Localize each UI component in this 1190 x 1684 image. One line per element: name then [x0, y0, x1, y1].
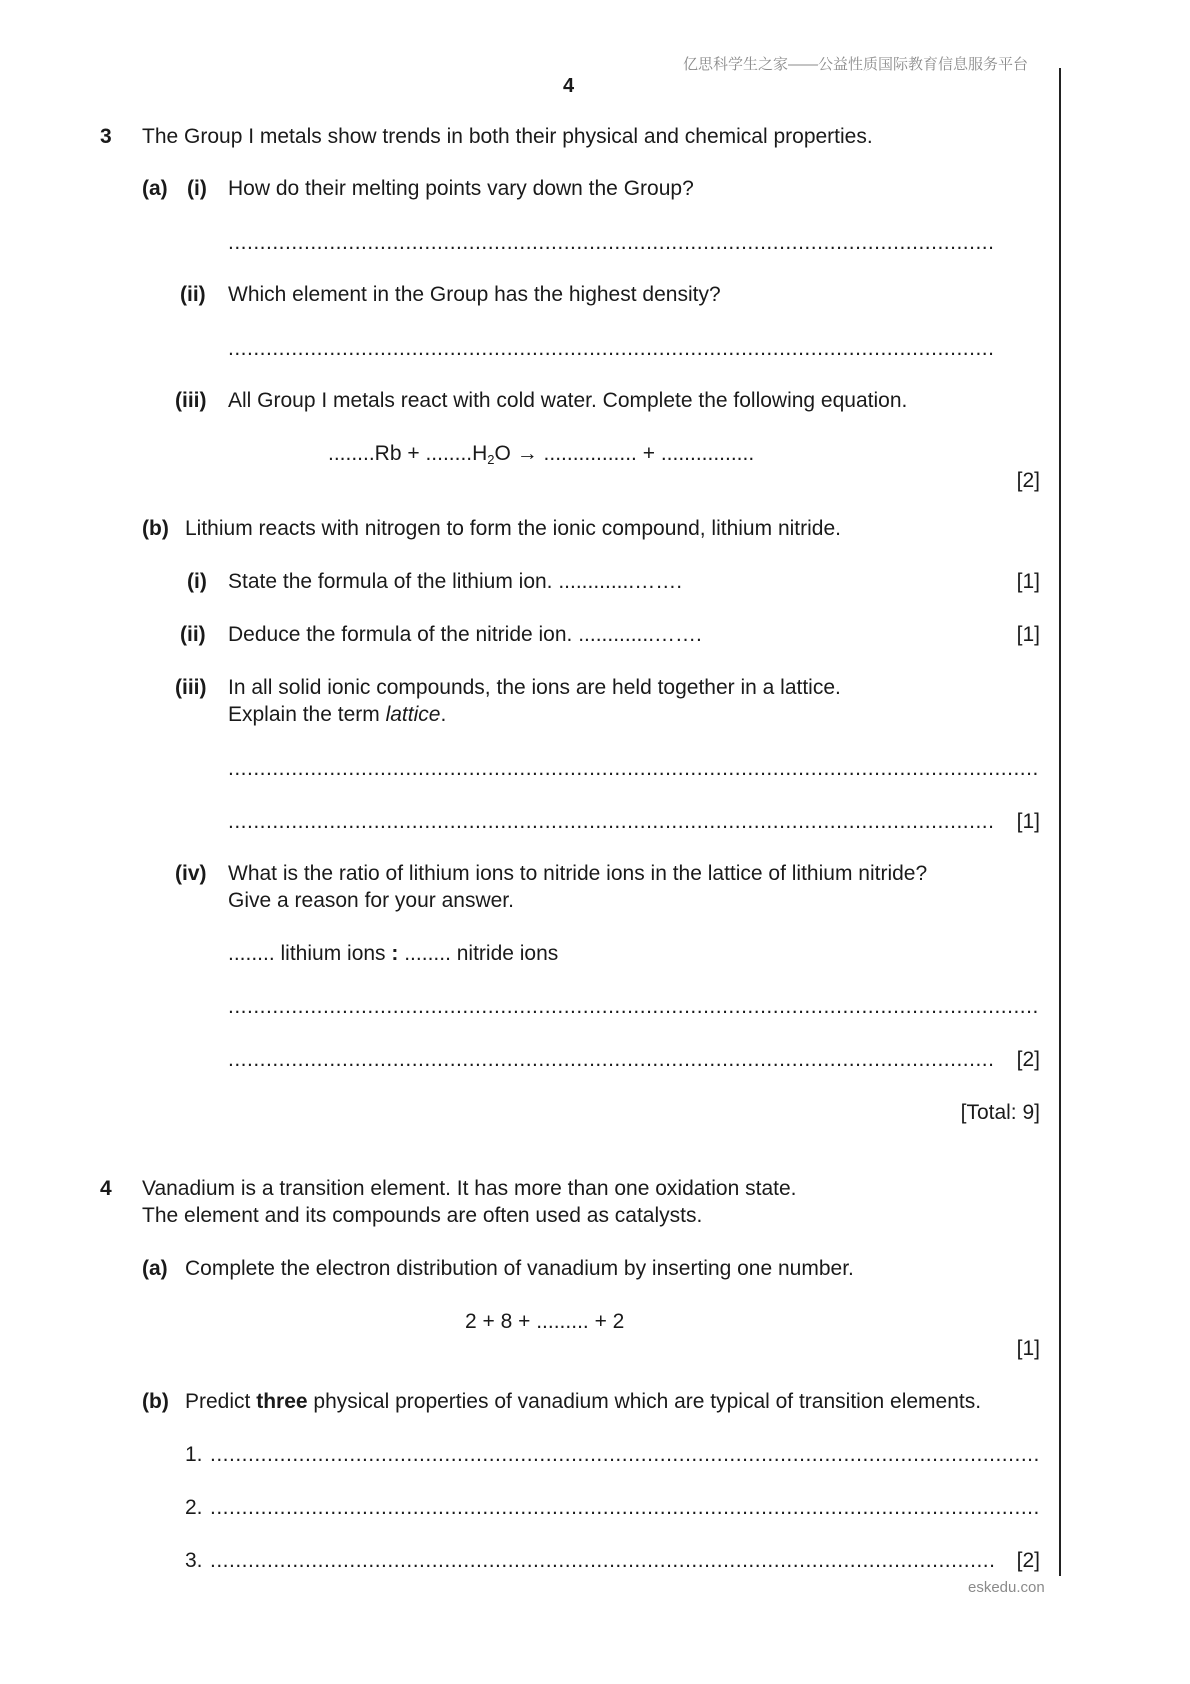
q3-number: 3 [100, 125, 112, 148]
q3aiii-label: (iii) [175, 389, 207, 412]
q3biii-line2-prefix: Explain the term [228, 703, 386, 726]
q4a-text: Complete the electron distribution of vanadium by inserting one number. [185, 1257, 854, 1280]
q3bii-label: (ii) [180, 623, 206, 646]
q3bi-mark: [1] [1016, 570, 1040, 593]
q3bii-text[interactable]: Deduce the formula of the nitride ion. .............……. [228, 623, 702, 646]
q4-number: 4 [100, 1177, 112, 1200]
q4b-item1-answer-line[interactable] [210, 1444, 1038, 1465]
q3biii-line2-suffix: . [440, 703, 447, 726]
q3biii-term: lattice [385, 703, 441, 726]
ratio-lithium: ........ lithium ions [228, 942, 392, 965]
q4b-text-prefix: Predict [185, 1390, 257, 1413]
q3biv-answer-line-2[interactable] [228, 1049, 996, 1070]
watermark-top: 亿思科学生之家——公益性质国际教育信息服务平台 [683, 56, 1029, 73]
q3ai-text: How do their melting points vary down the Group? [228, 177, 694, 200]
q3a-mark: [2] [1016, 469, 1040, 492]
q4b-item1-number: 1. [185, 1443, 203, 1466]
q3bi-label: (i) [187, 570, 207, 593]
equation-subscript: 2 [487, 452, 495, 467]
margin-rule [1059, 68, 1061, 1576]
q3biii-answer-line-1[interactable] [228, 758, 1038, 779]
q3-stem: The Group I metals show trends in both their physical and chemical properties. [142, 125, 873, 148]
equation-products: O → ................ + ................ [494, 442, 755, 465]
q3ai-answer-line[interactable] [228, 232, 996, 253]
q3aiii-equation[interactable] [328, 442, 755, 467]
q4b-text-bold: three [256, 1390, 308, 1413]
q3bi-text[interactable]: State the formula of the lithium ion. .............……. [228, 570, 683, 593]
q4b-mark: [2] [1016, 1549, 1040, 1572]
q3aii-answer-line[interactable] [228, 338, 996, 359]
q3biii-answer-line-2[interactable] [228, 811, 996, 832]
page-number: 4 [563, 75, 575, 97]
q4b-text-suffix: physical properties of vanadium which are typical of transition elements. [307, 1390, 982, 1413]
watermark-bottom: eskedu.con [968, 1579, 1045, 1596]
q3biv-label: (iv) [175, 862, 207, 885]
q3biii-line2 [228, 704, 446, 725]
q4b-text [185, 1391, 981, 1412]
q4b-item2-answer-line[interactable] [210, 1497, 1038, 1518]
q3aii-text: Which element in the Group has the highest density? [228, 283, 721, 306]
q3a-label: (a) [142, 177, 168, 200]
q4a-distribution[interactable]: 2 + 8 + ......... + 2 [465, 1310, 625, 1333]
equation-reactants: ........Rb + ........H [328, 442, 488, 465]
q3ai-label: (i) [187, 177, 207, 200]
q3biv-ratio[interactable] [228, 943, 558, 964]
q3biii-label: (iii) [175, 676, 207, 699]
q3b-text: Lithium reacts with nitrogen to form the ionic compound, lithium nitride. [185, 517, 841, 540]
q4a-label: (a) [142, 1257, 168, 1280]
q4b-item3-answer-line[interactable] [210, 1550, 996, 1571]
q3aiii-text: All Group I metals react with cold water. Complete the following equation. [228, 389, 908, 412]
q3b-label: (b) [142, 517, 169, 540]
q4-stem-line1: Vanadium is a transition element. It has more than one oxidation state. [142, 1177, 797, 1200]
ratio-colon: : [391, 942, 399, 965]
q3biv-line2: Give a reason for your answer. [228, 889, 514, 912]
q4b-label: (b) [142, 1390, 169, 1413]
q3-total: [Total: 9] [960, 1101, 1040, 1124]
q4a-mark: [1] [1016, 1337, 1040, 1360]
q3biv-mark: [2] [1016, 1048, 1040, 1071]
ratio-nitride: ........ nitride ions [398, 942, 559, 965]
q3aii-label: (ii) [180, 283, 206, 306]
q3bii-mark: [1] [1016, 623, 1040, 646]
q4b-item2-number: 2. [185, 1496, 203, 1519]
q3biii-mark: [1] [1016, 810, 1040, 833]
q3biv-line1: What is the ratio of lithium ions to nitride ions in the lattice of lithium nitride? [228, 862, 928, 885]
q3biii-line1: In all solid ionic compounds, the ions are held together in a lattice. [228, 676, 841, 699]
q3biv-answer-line-1[interactable] [228, 996, 1038, 1017]
q4-stem-line2: The element and its compounds are often used as catalysts. [142, 1204, 703, 1227]
q4b-item3-number: 3. [185, 1549, 203, 1572]
